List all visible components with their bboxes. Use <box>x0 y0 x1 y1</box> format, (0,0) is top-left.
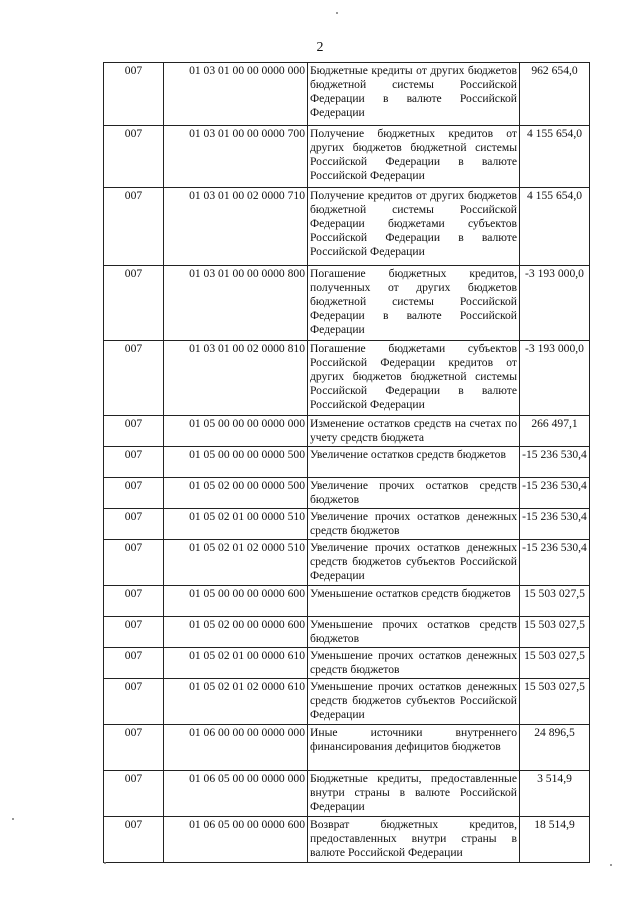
description-cell: Иные источники внутреннего финансирования дефицитов бюджетов <box>308 725 520 771</box>
table-row <box>104 817 590 863</box>
description-cell: Уменьшение прочих остатков средств бюджетов <box>308 617 520 648</box>
classification-code-cell: 01 05 02 00 00 0000 600 <box>164 617 308 648</box>
table-row <box>104 416 590 447</box>
scan-speck <box>610 864 612 866</box>
description-cell: Получение бюджетных кредитов от других бюджетов бюджетной системы Российской Федерации в валюте Российской Федерации <box>308 126 520 188</box>
table-row <box>104 540 590 586</box>
description-cell: Увеличение прочих остатков денежных средств бюджетов субъектов Российской Федерации <box>308 540 520 586</box>
admin-code-cell: 007 <box>104 416 164 447</box>
table-row <box>104 447 590 478</box>
classification-code-cell: 01 03 01 00 02 0000 810 <box>164 341 308 416</box>
table-row <box>104 617 590 648</box>
amount-cell: 18 514,9 <box>520 817 590 863</box>
amount-cell: 15 503 027,5 <box>520 679 590 725</box>
table-body <box>104 63 590 863</box>
classification-code-cell: 01 06 05 00 00 0000 000 <box>164 771 308 817</box>
table-row <box>104 126 590 188</box>
admin-code-cell: 007 <box>104 63 164 126</box>
description-cell: Погашение бюджетами субъектов Российской Федерации кредитов от других бюджетов бюджетной системы Российской Федерации в валюте Российской Федерации <box>308 341 520 416</box>
table-row <box>104 63 590 126</box>
amount-cell: 15 503 027,5 <box>520 648 590 679</box>
amount-cell: -3 193 000,0 <box>520 341 590 416</box>
classification-code-cell: 01 03 01 00 00 0000 800 <box>164 266 308 341</box>
admin-code-cell: 007 <box>104 509 164 540</box>
amount-cell: 266 497,1 <box>520 416 590 447</box>
description-cell: Изменение остатков средств на счетах по учету средств бюджета <box>308 416 520 447</box>
admin-code-cell: 007 <box>104 540 164 586</box>
classification-code-cell: 01 05 00 00 00 0000 500 <box>164 447 308 478</box>
scan-speck <box>336 12 338 14</box>
description-cell: Уменьшение прочих остатков денежных средств бюджетов субъектов Российской Федерации <box>308 679 520 725</box>
classification-code-cell: 01 05 02 01 02 0000 510 <box>164 540 308 586</box>
classification-code-cell: 01 05 02 01 00 0000 510 <box>164 509 308 540</box>
admin-code-cell: 007 <box>104 617 164 648</box>
classification-code-cell: 01 03 01 00 02 0000 710 <box>164 188 308 266</box>
classification-code-cell: 01 03 01 00 00 0000 000 <box>164 63 308 126</box>
amount-cell: 962 654,0 <box>520 63 590 126</box>
description-cell: Бюджетные кредиты от других бюджетов бюджетной системы Российской Федерации в валюте Российской Федерации <box>308 63 520 126</box>
amount-cell: -15 236 530,4 <box>520 478 590 509</box>
scan-speck <box>12 818 14 820</box>
classification-code-cell: 01 03 01 00 00 0000 700 <box>164 126 308 188</box>
description-cell: Увеличение прочих остатков средств бюджетов <box>308 478 520 509</box>
admin-code-cell: 007 <box>104 725 164 771</box>
page-number: 2 <box>316 40 324 55</box>
description-cell: Погашение бюджетных кредитов, полученных от других бюджетов бюджетной системы Российской Федерации в валюте Российской Федерации <box>308 266 520 341</box>
table-row <box>104 586 590 617</box>
description-cell: Увеличение прочих остатков денежных средств бюджетов <box>308 509 520 540</box>
amount-cell: 15 503 027,5 <box>520 586 590 617</box>
scan-speck <box>104 862 106 864</box>
amount-cell: 15 503 027,5 <box>520 617 590 648</box>
admin-code-cell: 007 <box>104 126 164 188</box>
amount-cell: 24 896,5 <box>520 725 590 771</box>
amount-cell: -15 236 530,4 <box>520 447 590 478</box>
classification-code-cell: 01 05 00 00 00 0000 000 <box>164 416 308 447</box>
classification-code-cell: 01 05 02 01 00 0000 610 <box>164 648 308 679</box>
description-cell: Возврат бюджетных кредитов, предоставленных внутри страны в валюте Российской Федерации <box>308 817 520 863</box>
admin-code-cell: 007 <box>104 266 164 341</box>
table-row <box>104 679 590 725</box>
table-row <box>104 509 590 540</box>
admin-code-cell: 007 <box>104 771 164 817</box>
classification-code-cell: 01 06 05 00 00 0000 600 <box>164 817 308 863</box>
admin-code-cell: 007 <box>104 341 164 416</box>
admin-code-cell: 007 <box>104 447 164 478</box>
table-row <box>104 725 590 771</box>
description-cell: Получение кредитов от других бюджетов бюджетной системы Российской Федерации бюджетами субъектов Российской Федерации в валюте Российской Федерации <box>308 188 520 266</box>
table-row <box>104 188 590 266</box>
amount-cell: -3 193 000,0 <box>520 266 590 341</box>
amount-cell: 3 514,9 <box>520 771 590 817</box>
description-cell: Уменьшение остатков средств бюджетов <box>308 586 520 617</box>
admin-code-cell: 007 <box>104 586 164 617</box>
amount-cell: -15 236 530,4 <box>520 509 590 540</box>
amount-cell: -15 236 530,4 <box>520 540 590 586</box>
classification-code-cell: 01 05 00 00 00 0000 600 <box>164 586 308 617</box>
admin-code-cell: 007 <box>104 478 164 509</box>
classification-code-cell: 01 06 00 00 00 0000 000 <box>164 725 308 771</box>
classification-code-cell: 01 05 02 00 00 0000 500 <box>164 478 308 509</box>
admin-code-cell: 007 <box>104 679 164 725</box>
table-row <box>104 478 590 509</box>
admin-code-cell: 007 <box>104 648 164 679</box>
admin-code-cell: 007 <box>104 817 164 863</box>
amount-cell: 4 155 654,0 <box>520 188 590 266</box>
description-cell: Увеличение остатков средств бюджетов <box>308 447 520 478</box>
table-row <box>104 266 590 341</box>
description-cell: Бюджетные кредиты, предоставленные внутри страны в валюте Российской Федерации <box>308 771 520 817</box>
description-cell: Уменьшение прочих остатков денежных средств бюджетов <box>308 648 520 679</box>
admin-code-cell: 007 <box>104 188 164 266</box>
table-row <box>104 648 590 679</box>
classification-code-cell: 01 05 02 01 02 0000 610 <box>164 679 308 725</box>
amount-cell: 4 155 654,0 <box>520 126 590 188</box>
table-row <box>104 771 590 817</box>
budget-sources-table <box>103 62 590 863</box>
table-row <box>104 341 590 416</box>
